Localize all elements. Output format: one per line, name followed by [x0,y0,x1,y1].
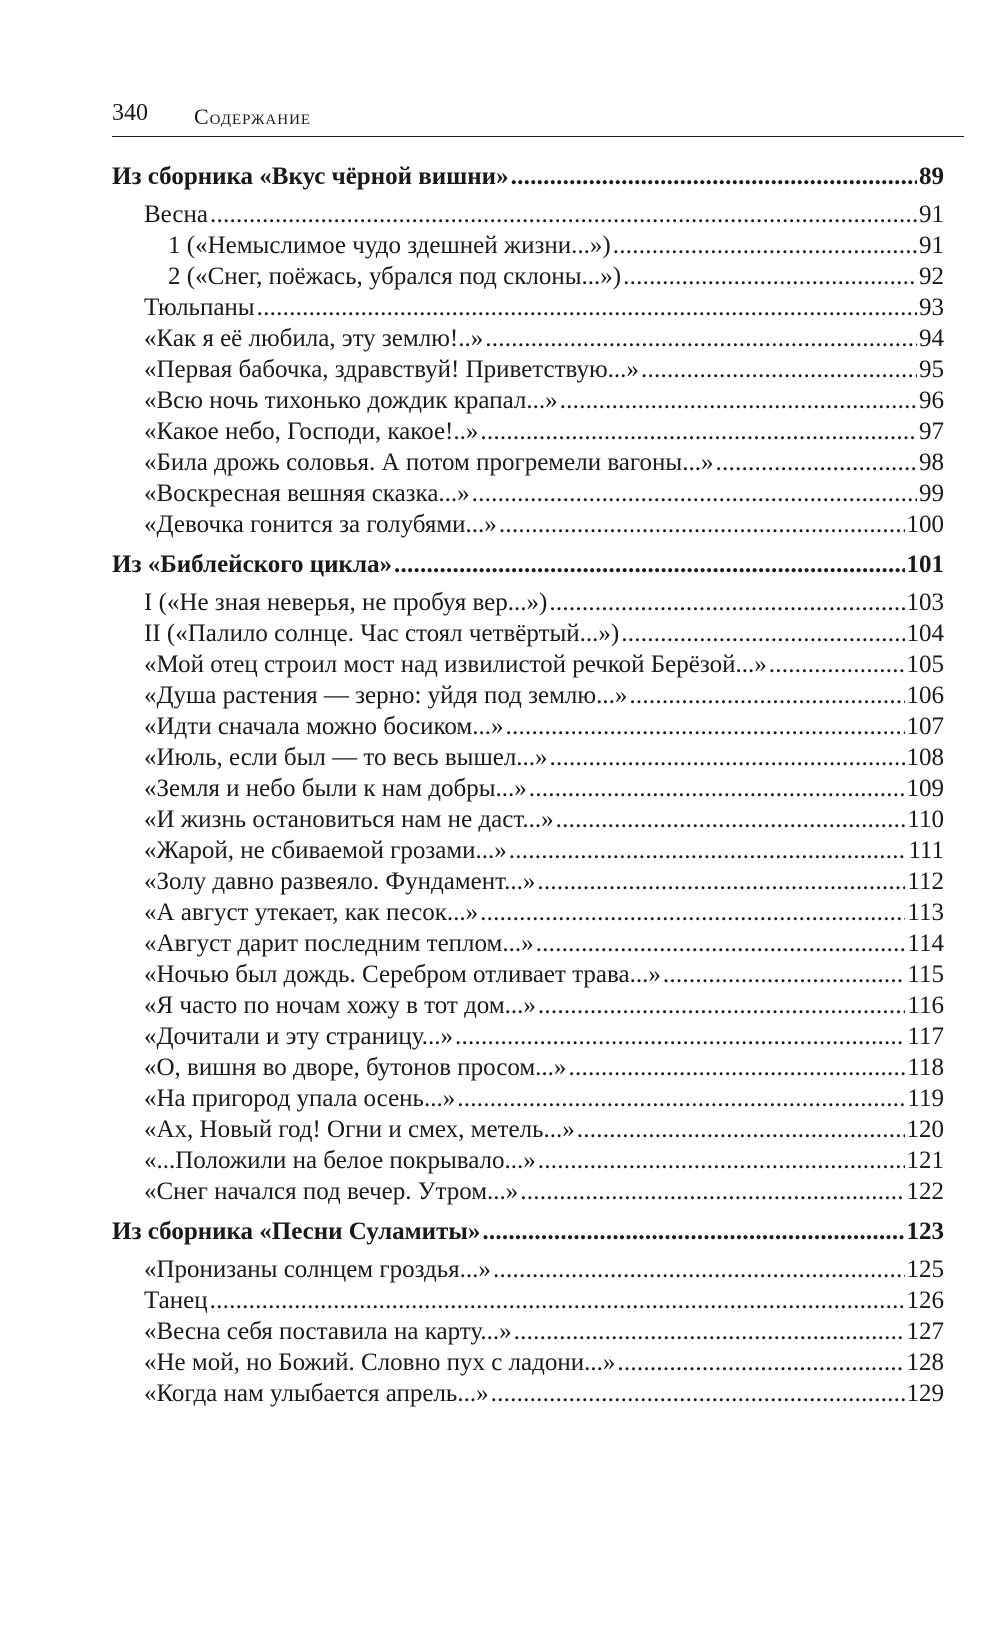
toc-entry [112,649,944,680]
entry-page: 110 [907,806,944,833]
dot-leader [482,1215,904,1248]
entry-title: «Дочитали и эту страницу...» [144,1023,454,1050]
section-heading [112,1215,944,1248]
toc-entry [112,416,944,447]
entry-title: «Жарой, не сбиваемой грозами...» [144,837,507,864]
entry-page: 106 [906,682,944,709]
entry-page: 100 [906,511,944,538]
entry-page: 94 [919,325,944,352]
entry-page: 89 [919,163,944,190]
entry-title: «Август дарит последним теплом...» [144,930,534,957]
entry-title: «Всю ночь тихонько дождик крапал...» [144,387,558,414]
entry-page: 121 [906,1147,944,1174]
toc-entry [112,835,944,866]
toc-entry [112,1145,944,1176]
toc-entry [112,866,944,897]
entry-title: «Пронизаны солнцем гроздья...» [144,1256,491,1283]
entry-title: Весна [144,201,208,228]
dot-leader [472,478,917,509]
dot-leader [568,1052,905,1083]
toc-entry [112,711,944,742]
entry-page: 105 [906,651,944,678]
dot-leader [491,1378,905,1409]
entry-title: «На пригород упала осень...» [144,1085,456,1112]
dot-leader [480,897,905,928]
dot-leader [394,548,905,581]
dot-leader [769,649,905,680]
section-items [112,587,944,1207]
entry-page: 93 [919,294,944,321]
entry-page: 107 [906,713,944,740]
dot-leader [529,773,905,804]
toc-section [112,160,944,540]
entry-page: 114 [907,930,944,957]
toc-entry [112,354,944,385]
entry-page: 127 [906,1318,944,1345]
entry-page: 97 [919,418,944,445]
dot-leader [641,354,917,385]
entry-page: 95 [919,356,944,383]
entry-page: 119 [907,1085,944,1112]
toc-entry [112,1114,944,1145]
entry-title: «Какое небо, Господи, какое!..» [144,418,479,445]
entry-page: 126 [906,1287,944,1314]
toc-entry [112,447,944,478]
entry-title: II («Палило солнце. Час стоял четвёртый...») [144,620,620,647]
entry-title: «Снег начался под вечер. Утром...» [144,1178,519,1205]
toc-entry [112,959,944,990]
toc-entry [112,1378,944,1409]
entry-title: Тюльпаны [144,294,255,321]
entry-title: «Первая бабочка, здравствуй! Приветствую...» [144,356,639,383]
toc-entry [112,509,944,540]
entry-title: Из сборника «Вкус чёрной вишни» [112,163,509,190]
entry-page: 101 [906,551,944,578]
entry-title: «Когда нам улыбается апрель...» [144,1380,489,1407]
entry-title: «Мой отец строил мост над извилистой речкой Берёзой...» [144,651,767,678]
toc-entry [112,1176,944,1207]
dot-leader [509,835,907,866]
entry-page: 111 [908,837,944,864]
entry-page: 128 [906,1349,944,1376]
entry-title: Танец [144,1287,208,1314]
section-heading [112,160,944,193]
entry-page: 104 [906,620,944,647]
entry-title: «Ночью был дождь. Серебром отливает трава...» [144,961,661,988]
entry-page: 117 [907,1023,944,1050]
dot-leader [457,1083,905,1114]
dot-leader [511,160,917,193]
dot-leader [257,292,917,323]
entry-page: 115 [907,961,944,988]
toc-entry [112,478,944,509]
entry-page: 120 [906,1116,944,1143]
entry-title: «Не мой, но Божий. Словно пух с ладони...» [144,1349,616,1376]
entry-title: «Золу давно развеяло. Фундамент...» [144,868,536,895]
entry-page: 113 [907,899,944,926]
dot-leader [480,416,917,447]
entry-title: «Как я её любила, эту землю!..» [144,325,484,352]
toc-entry [112,990,944,1021]
entry-page: 92 [919,263,944,290]
dot-leader [485,323,917,354]
toc-section [112,1215,944,1409]
dot-leader [715,447,917,478]
running-title: Содержание [194,104,312,129]
toc-entry [112,1254,944,1285]
toc-entry [112,742,944,773]
entry-page: 91 [919,232,944,259]
running-head [112,96,964,137]
entry-title: «Девочка гонится за голубями...» [144,511,497,538]
toc-entry [112,773,944,804]
entry-title: «И жизнь остановиться нам не даст...» [144,806,554,833]
entry-page: 99 [919,480,944,507]
entry-title: Из сборника «Песни Суламиты» [112,1218,481,1245]
dot-leader [663,959,906,990]
entry-title: «Воскресная вешняя сказка...» [144,480,470,507]
toc-entry [112,928,944,959]
dot-leader [623,261,917,292]
entry-title: «О, вишня во дворе, бутонов просом...» [144,1054,567,1081]
entry-title: 2 («Снег, поёжась, убрался под склоны...») [168,263,622,290]
toc-entry [112,323,944,354]
entry-page: 109 [906,775,944,802]
dot-leader [613,230,917,261]
dot-leader [560,385,917,416]
entry-page: 125 [906,1256,944,1283]
entry-page: 116 [907,992,944,1019]
dot-leader [520,1176,904,1207]
dot-leader [210,199,917,230]
dot-leader [577,1114,905,1145]
entry-page: 122 [906,1178,944,1205]
toc-entry [112,292,944,323]
toc-entry [112,587,944,618]
entry-title: Из «Библейского цикла» [112,551,392,578]
toc-entry [112,1021,944,1052]
entry-page: 98 [919,449,944,476]
toc-entry [112,1285,944,1316]
toc-entry [112,385,944,416]
entry-title: 1 («Немыслимое чудо здешней жизни...») [168,232,611,259]
toc-entry [112,1052,944,1083]
toc-entry [112,1316,944,1347]
entry-title: «Я часто по ночам хожу в тот дом...» [144,992,536,1019]
dot-leader [629,680,904,711]
dot-leader [536,928,906,959]
dot-leader [455,1021,905,1052]
section-items [112,199,944,540]
dot-leader [506,711,905,742]
toc-entry [112,804,944,835]
toc-entry [112,230,944,261]
entry-title: «Била дрожь соловья. А потом прогремели вагоны...» [144,449,714,476]
toc-entry [112,680,944,711]
entry-page: 112 [907,868,944,895]
entry-page: 118 [907,1054,944,1081]
dot-leader [538,1145,905,1176]
toc-entry [112,618,944,649]
entry-page: 129 [906,1380,944,1407]
entry-title: I («Не зная неверья, не пробуя вер...») [144,589,548,616]
dot-leader [514,1316,905,1347]
toc-entry [112,199,944,230]
entry-page: 123 [906,1218,944,1245]
dot-leader [493,1254,905,1285]
entry-page: 108 [906,744,944,771]
entry-page: 91 [919,201,944,228]
dot-leader [210,1285,905,1316]
toc-section [112,548,944,1207]
dot-leader [621,618,904,649]
dot-leader [549,587,904,618]
entry-title: «Земля и небо были к нам добры...» [144,775,527,802]
dot-leader [617,1347,904,1378]
entry-title: «Душа растения — зерно: уйдя под землю...» [144,682,628,709]
page-number: 340 [112,100,148,126]
dot-leader [538,990,906,1021]
entry-title: «...Положили на белое покрывало...» [144,1147,536,1174]
entry-title: «Весна себя поставила на карту...» [144,1318,512,1345]
dot-leader [550,742,905,773]
entry-title: «А август утекает, как песок...» [144,899,479,926]
table-of-contents [112,160,944,1417]
entry-title: «Идти сначала можно босиком...» [144,713,504,740]
dot-leader [556,804,906,835]
entry-page: 103 [906,589,944,616]
entry-title: «Июль, если был — то весь вышел...» [144,744,548,771]
dot-leader [499,509,905,540]
dot-leader [537,866,905,897]
entry-page: 96 [919,387,944,414]
entry-title: «Ах, Новый год! Огни и смех, метель...» [144,1116,575,1143]
toc-entry [112,1347,944,1378]
section-heading [112,548,944,581]
toc-entry [112,897,944,928]
toc-entry [112,1083,944,1114]
toc-entry [112,261,944,292]
section-items [112,1254,944,1409]
